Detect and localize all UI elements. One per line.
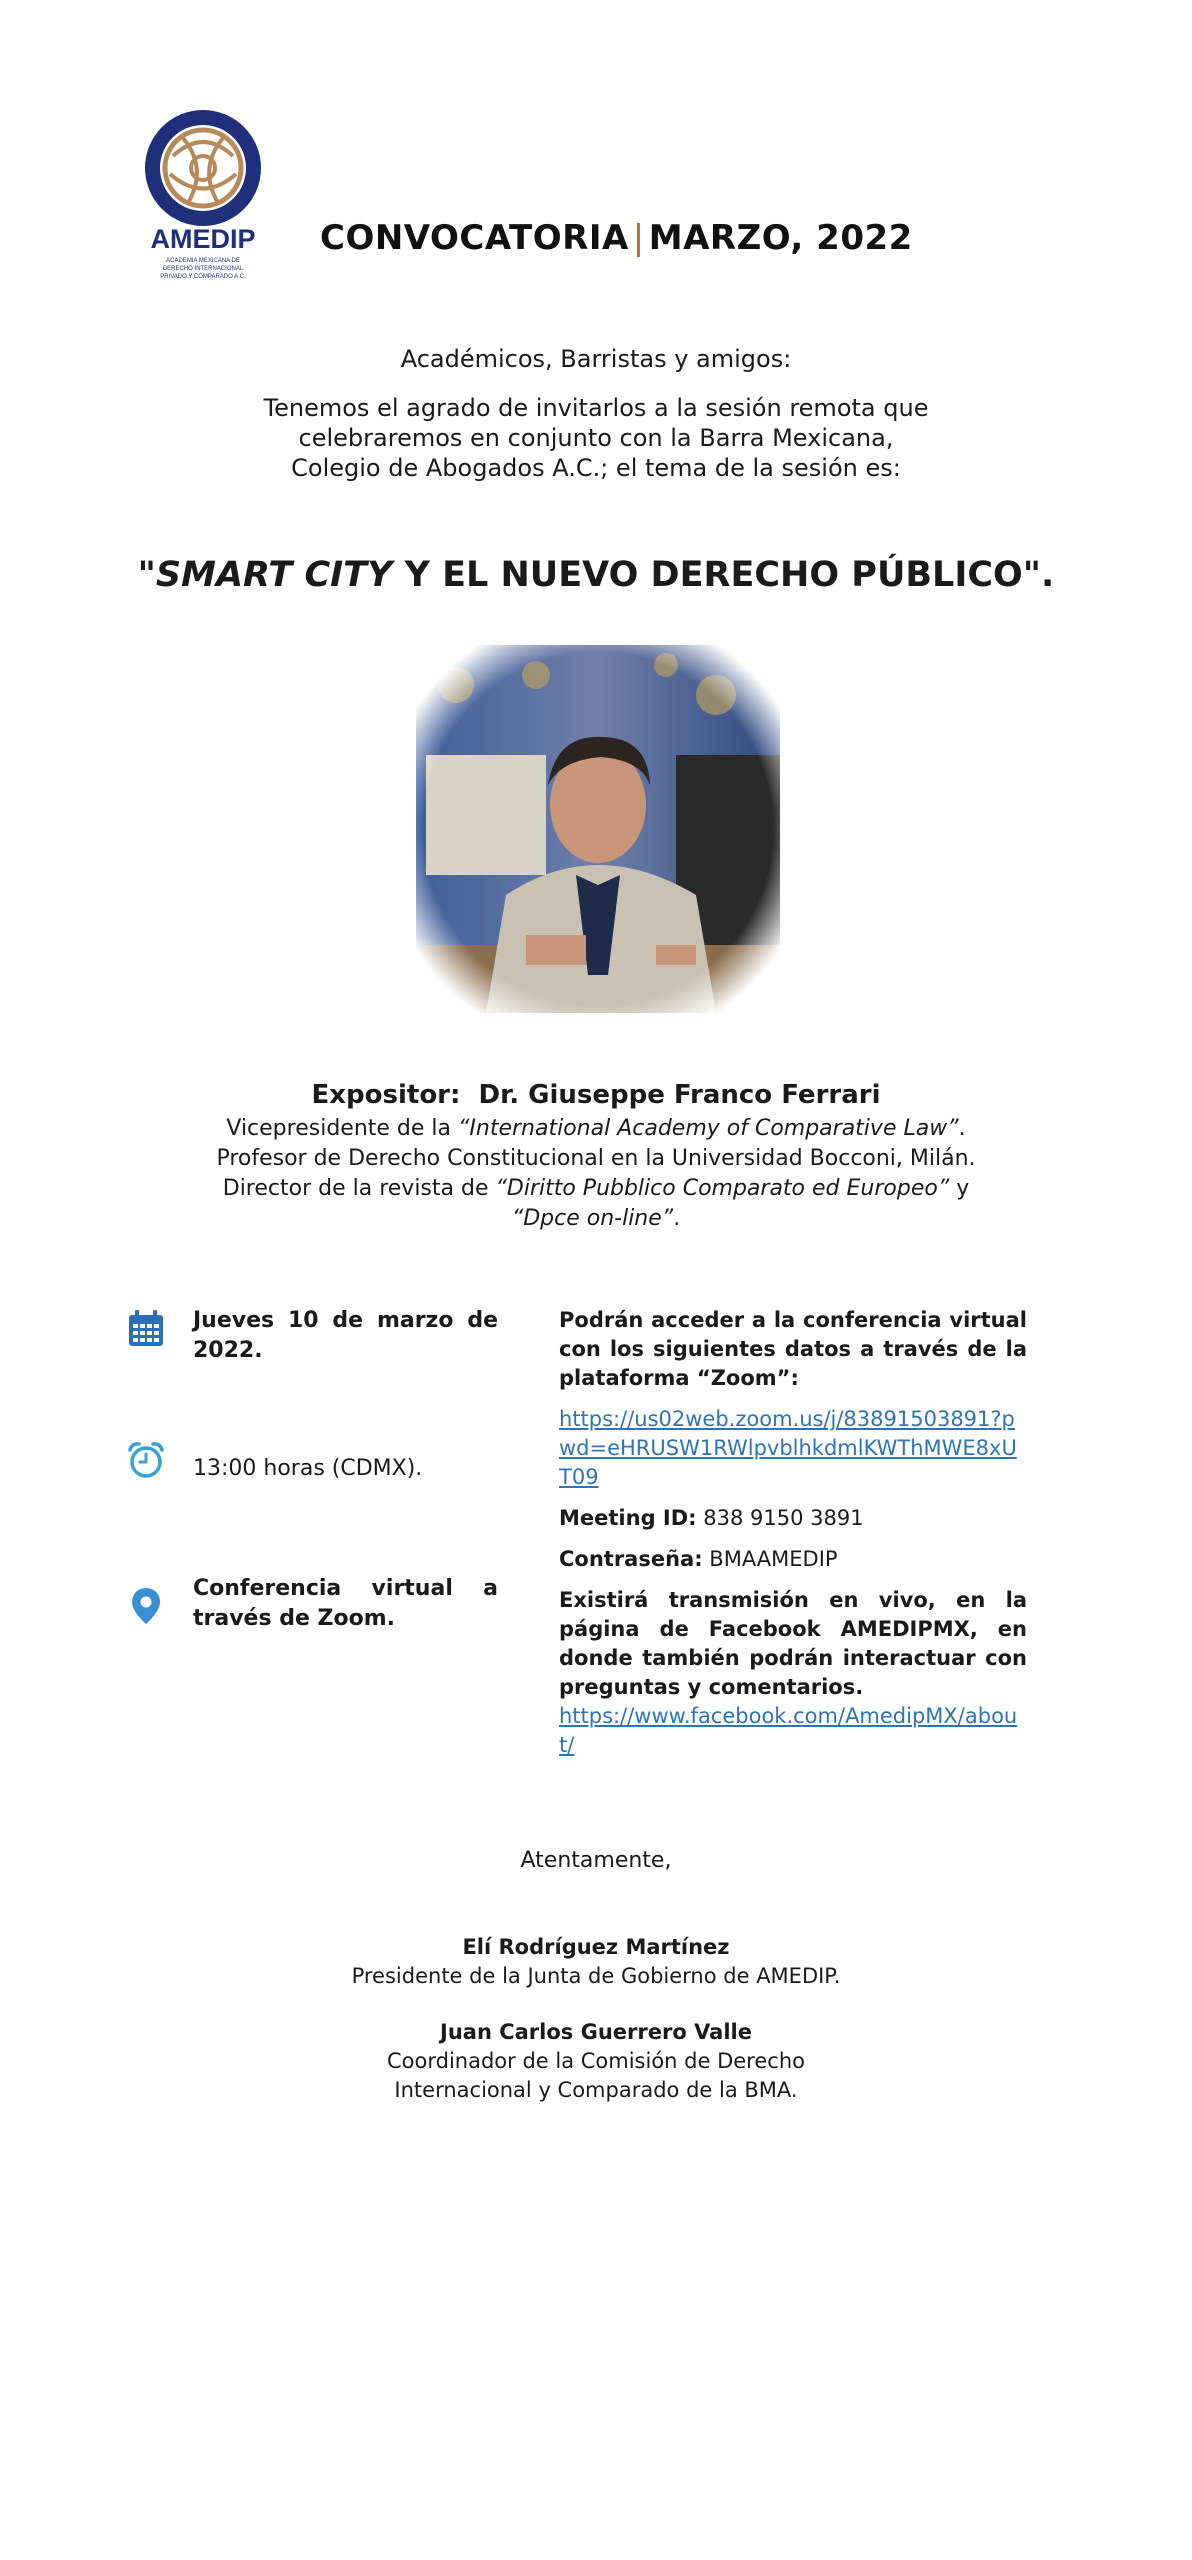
- meeting-id: Meeting ID: 838 9150 3891: [559, 1506, 864, 1530]
- bio-line: “Dpce on-line”.: [511, 1206, 681, 1231]
- speaker-photo: [416, 645, 780, 1013]
- facebook-link[interactable]: https://www.facebook.com/AmedipMX/about/: [559, 1704, 1018, 1757]
- intro-line: celebraremos en conjunto con la Barra Mexicana,: [298, 424, 894, 452]
- live-stream-note: Existirá transmisión en vivo, en la página de Facebook AMEDIPMX, en donde también podrán interactuar con preguntas y comentarios.: [559, 1588, 1027, 1699]
- speaker-label: Expositor:: [311, 1080, 461, 1110]
- session-topic: "SMART CITY Y EL NUEVO DERECHO PÚBLICO".: [137, 555, 1055, 595]
- bio-line: Profesor de Derecho Constitucional en la Universidad Bocconi, Milán.: [216, 1146, 976, 1171]
- speaker-bio: [160, 1114, 1032, 1234]
- bio-line: Director de la revista de “Diritto Pubblico Comparato ed Europeo” y: [222, 1176, 970, 1201]
- access-details: [559, 1306, 1027, 1760]
- title-date: MARZO, 2022: [648, 218, 913, 258]
- intro-line: Colegio de Abogados A.C.; el tema de la sesión es:: [291, 454, 901, 482]
- location-pin-icon: [126, 1586, 166, 1626]
- svg-text:ACADEMIA MEXICANA DE: ACADEMIA MEXICANA DE: [166, 258, 240, 264]
- signature-1: [0, 1933, 1192, 1991]
- password: Contraseña: BMAAMEDIP: [559, 1547, 838, 1571]
- amedip-logo: [128, 108, 278, 288]
- access-intro: Podrán acceder a la conferencia virtual con los siguientes datos a través de la plataforma “Zoom”:: [559, 1308, 1027, 1390]
- alarm-clock-icon: [126, 1440, 166, 1480]
- svg-text:AMEDIP: AMEDIP: [150, 224, 256, 254]
- signature-role: Internacional y Comparado de la BMA.: [394, 2078, 798, 2102]
- signature-name: Elí Rodríguez Martínez: [462, 1935, 730, 1959]
- event-date: Jueves 10 de marzo de 2022.: [193, 1308, 498, 1363]
- closing-salutation: Atentamente,: [520, 1848, 672, 1873]
- bio-line: Vicepresidente de la “International Academy of Comparative Law”.: [226, 1116, 966, 1141]
- signature-role: Coordinador de la Comisión de Derecho: [387, 2049, 805, 2073]
- signature-role: Presidente de la Junta de Gobierno de AMEDIP.: [351, 1964, 841, 1988]
- intro-paragraph: [240, 393, 952, 483]
- calendar-icon: [126, 1308, 166, 1348]
- signature-2: [0, 2018, 1192, 2105]
- event-time: 13:00 horas (CDMX).: [193, 1456, 423, 1481]
- title-separator: |: [632, 218, 645, 258]
- zoom-link[interactable]: https://us02web.zoom.us/j/83891503891?pwd=eHRUSW1RWlpvblhkdmlKWThMWE8xUT09: [559, 1407, 1017, 1489]
- intro-line: Tenemos el agrado de invitarlos a la sesión remota que: [263, 394, 929, 422]
- signature-name: Juan Carlos Guerrero Valle: [440, 2020, 752, 2044]
- event-venue: Conferencia virtual a través de Zoom.: [193, 1576, 498, 1631]
- page-title: [320, 218, 920, 258]
- topic-italic: SMART CITY: [155, 555, 393, 595]
- speaker-name: Dr. Giuseppe Franco Ferrari: [478, 1080, 881, 1110]
- title-convocatoria: CONVOCATORIA: [320, 218, 629, 258]
- greeting: Académicos, Barristas y amigos:: [400, 345, 792, 373]
- svg-text:DERECHO INTERNACIONAL: DERECHO INTERNACIONAL: [162, 266, 244, 272]
- speaker-heading: [0, 1080, 1192, 1110]
- svg-text:PRIVADO Y COMPARADO A.C.: PRIVADO Y COMPARADO A.C.: [160, 274, 246, 280]
